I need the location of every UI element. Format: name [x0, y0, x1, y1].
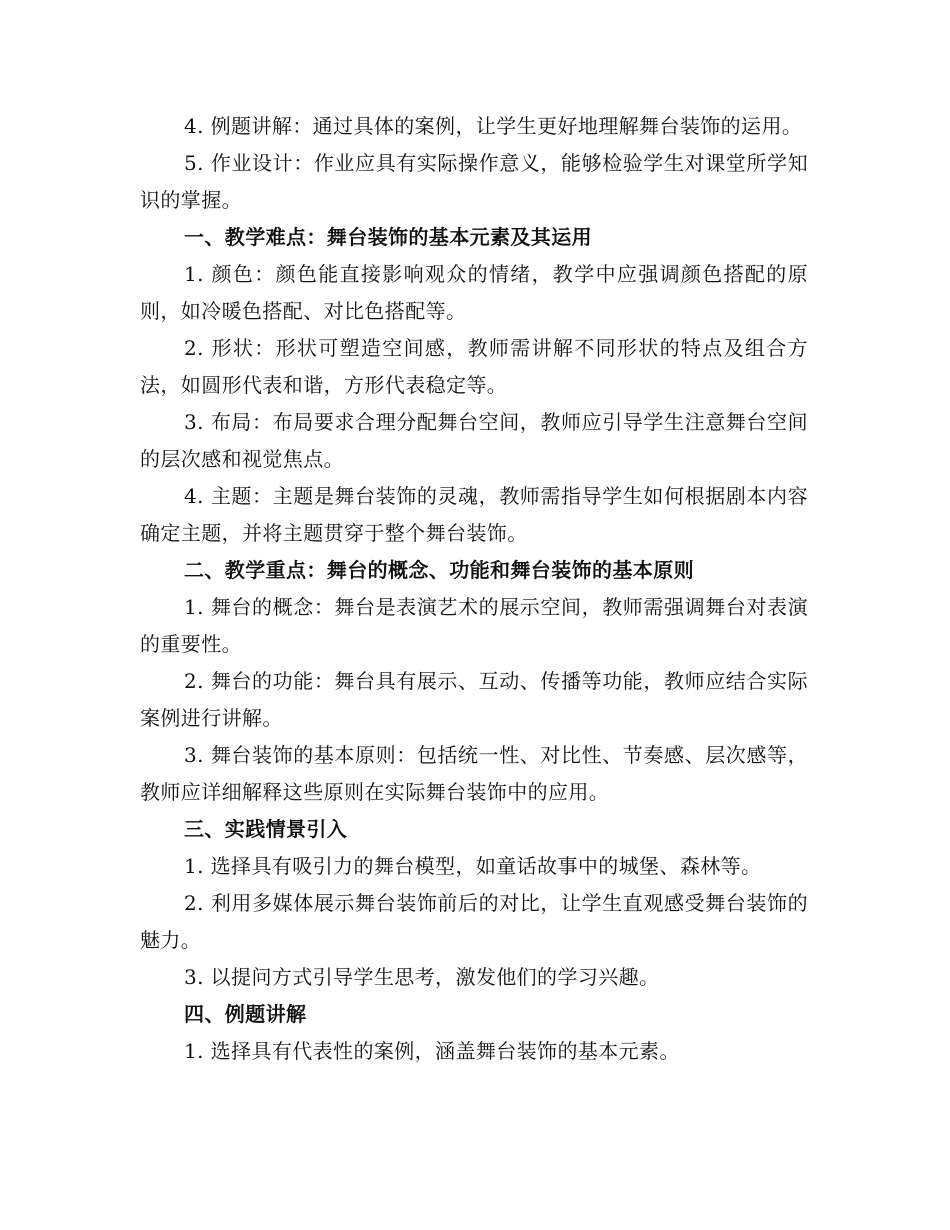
paragraph: 3. 布局：布局要求合理分配舞台空间，教师应引导学生注意舞台空间的层次感和视觉焦点。: [140, 410, 808, 471]
paragraph: 5. 作业设计：作业应具有实际操作意义，能够检验学生对课堂所学知识的掌握。: [140, 151, 808, 212]
document-body: [140, 108, 808, 1070]
paragraph: 1. 颜色：颜色能直接影响观众的情绪，教学中应强调颜色搭配的原则，如冷暖色搭配、对比色搭配等。: [140, 262, 808, 323]
paragraph: 1. 舞台的概念：舞台是表演艺术的展示空间，教师需强调舞台对表演的重要性。: [140, 595, 808, 656]
paragraph: 4. 主题：主题是舞台装饰的灵魂，教师需指导学生如何根据剧本内容确定主题，并将主题贯穿于整个舞台装饰。: [140, 484, 808, 545]
paragraph: 4. 例题讲解：通过具体的案例，让学生更好地理解舞台装饰的运用。: [184, 114, 803, 138]
paragraph: 2. 形状：形状可塑造空间感，教师需讲解不同形状的特点及组合方法，如圆形代表和谐，方形代表稳定等。: [140, 336, 808, 397]
paragraph: 3. 舞台装饰的基本原则：包括统一性、对比性、节奏感、层次感等，教师应详细解释这些原则在实际舞台装饰中的应用。: [140, 743, 808, 804]
paragraph: 2. 利用多媒体展示舞台装饰前后的对比，让学生直观感受舞台装饰的魅力。: [140, 891, 808, 952]
paragraph: 3. 以提问方式引导学生思考，激发他们的学习兴趣。: [184, 965, 660, 989]
paragraph: 1. 选择具有吸引力的舞台模型，如童话故事中的城堡、森林等。: [184, 854, 762, 878]
section-heading: 一、教学难点：舞台装饰的基本元素及其运用: [184, 225, 592, 249]
section-heading: 四、例题讲解: [184, 1002, 307, 1026]
section-heading: 二、教学重点：舞台的概念、功能和舞台装饰的基本原则: [184, 558, 694, 582]
paragraph: 2. 舞台的功能：舞台具有展示、互动、传播等功能，教师应结合实际案例进行讲解。: [140, 669, 808, 730]
section-heading: 三、实践情景引入: [184, 817, 348, 841]
paragraph: 1. 选择具有代表性的案例，涵盖舞台装饰的基本元素。: [184, 1039, 680, 1063]
